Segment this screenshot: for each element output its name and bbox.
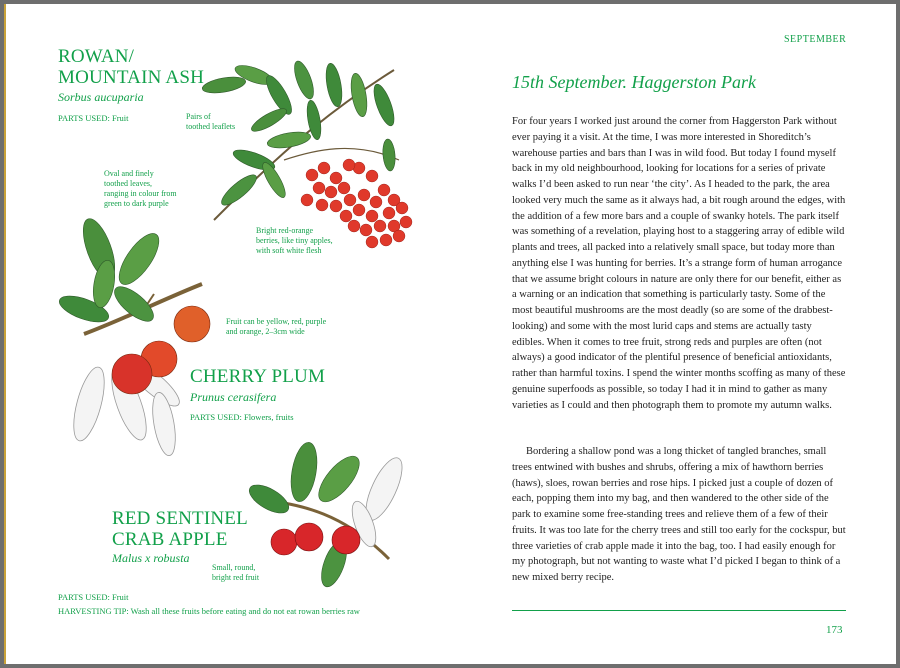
caption-cherry-plum-fruit: Fruit can be yellow, red, purple and orange, 2–3cm wide [226, 317, 327, 336]
rowan-parts-used: PARTS USED: Fruit [58, 113, 129, 123]
rowan-title [58, 46, 204, 88]
crab-apple-title-line2: CRAB APPLE [112, 529, 228, 550]
cherry-plum-illustration [44, 209, 224, 479]
cherry-plum-latin-name: Prunus cerasifera [190, 390, 277, 404]
article-paragraph-2: Bordering a shallow pond was a long thicket of tangled branches, small trees entwined with bushes and shrubs, offering a mix of hawthorn berries (haws), sloes, rowan berries and rose hips. I picked just a couple of dozen of each, popping them into my bag, and then wandered to the other side of the park to examine some free-standing trees and relieve them of a few of their fruits. It was too late for the cherry trees and still too early for the cockspur, but three varieties of crab apple made it into the bag, too. I had easily enough for my photograph, but not wanting to waste what I’d picked I began to think of a new mixed berry recipe. [512, 446, 846, 583]
article-heading: 15th September. Haggerston Park [512, 72, 756, 92]
rowan-title-line2: MOUNTAIN ASH [58, 67, 205, 88]
caption-crab-apple-fruit: Small, round, bright red fruit [212, 563, 260, 582]
crab-apple-latin-name: Malus x robusta [112, 551, 190, 565]
caption-leaves: Oval and finely toothed leaves, ranging in colour from green to dark purple [104, 169, 177, 208]
crab-apple-title-line1: RED SENTINEL [112, 508, 248, 529]
rowan-illustration [194, 50, 424, 260]
caption-leaflets: Pairs of toothed leaflets [186, 112, 236, 131]
cherry-plum-title: CHERRY PLUM [190, 366, 326, 387]
crab-apple-illustration [244, 444, 414, 594]
caption-rowan-berries: Bright red-orange berries, like tiny apples, with soft white flesh [256, 226, 333, 255]
crab-apple-title [112, 508, 248, 550]
page-edge [4, 4, 6, 664]
cherry-plum-parts-used: PARTS USED: Flowers, fruits [190, 412, 294, 422]
rowan-title-line1: ROWAN/ [58, 46, 135, 67]
crab-apple-parts-used: PARTS USED: Fruit [58, 592, 129, 602]
book-spread [4, 4, 896, 664]
page-number: 173 [826, 624, 843, 636]
footer-rule [512, 610, 846, 611]
rowan-latin-name: Sorbus aucuparia [58, 90, 144, 104]
harvesting-tip: HARVESTING TIP: Wash all these fruits before eating and do not eat rowan berries raw [58, 606, 360, 616]
article-paragraph-1: For four years I worked just around the corner from Haggerston Park without ever paying it a visit. At the time, I was more interested in Shoreditch’s warehouse parties and bars than I was in wild food. But today I found myself back in my old neighbourhood, looking for locations for a series of private walks I’d been asked to run near ‘the city’. As I headed to the park, the area looked very much the same as it always had, a bit rough around the edges, with the addition of a few more bars and a couple of swanky hotels. The park itself was something of a revelation, playing host to a staggering array of edible wild plants and trees, all packed into a relatively small space, but today more than anything else I was hunting for berries. It’s a strange form of human arrogance that we assume bright colours in nature are only there for our benefit, either as a warning or an indication that something is particularly tasty. Some of the most beautiful mushrooms are the most deadly (so are some of the drabbest-looking) and some with the most lurid caps and stems are actually tasty edibles. When it comes to tree fruit, strong reds and purples are often (not always) a good indicator of the plentiful presence of beneficial antioxidants, rather than harmful toxins. I spend the winter months scoffing as many of these genuine superfoods as possible, so today I had it in mind to gather as many varieties as I could and then photograph them to promote my autumn walks. [512, 116, 846, 411]
running-header: SEPTEMBER [784, 34, 847, 45]
